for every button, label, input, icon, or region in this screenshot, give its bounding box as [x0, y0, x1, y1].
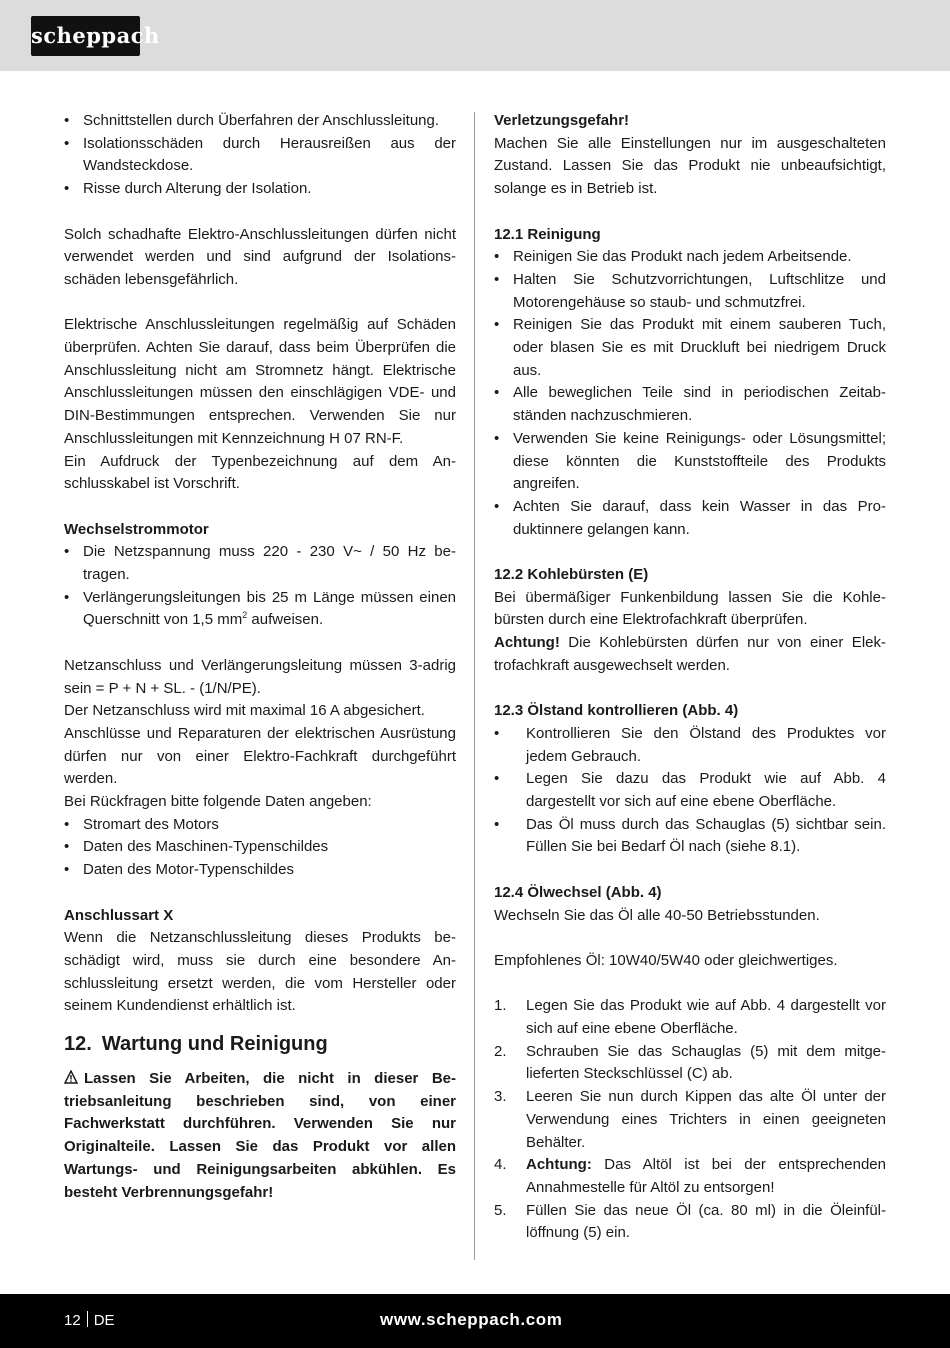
heading-oelwechsel: 12.4 Ölwechsel (Abb. 4) — [494, 883, 662, 901]
left-column — [64, 110, 456, 1204]
page-footer — [0, 1294, 950, 1348]
section-title-text: Wartung und Reinigung — [101, 1033, 328, 1056]
page-header — [0, 0, 950, 71]
list-item: • Daten des Maschinen-Typenschildes — [64, 836, 456, 859]
motor-bullet-list — [64, 541, 456, 632]
heading-wechselstrommotor: Wechselstrommotor — [64, 520, 209, 538]
page-number: 12 DE — [64, 1312, 115, 1329]
paragraph: Netzanschluss und Verlängerungsleitung müssen 3-adrig sein = P + N + SL. - (1/N/PE). — [64, 656, 456, 697]
website-url: www.scheppach.com — [380, 1310, 563, 1329]
paragraph: Der Netzanschluss wird mit maximal 16 A abgesichert. — [64, 702, 425, 720]
paragraph: Bei Rückfragen bitte folgende Daten angeben: — [64, 793, 372, 811]
list-item: • Schnittstellen durch Überfahren der Anschlussleitung. — [64, 110, 456, 133]
column-divider — [474, 112, 475, 1260]
paragraph: Elektrische Anschlussleitungen regelmäßig auf Schäden überprüfen. Achten Sie darauf, dass beim Überprüfen die Anschlussleitung nicht am Stromnetz hängt. Elektrische Anschlussleitungen müssen den einschlägigen VDE- und DIN-Bestimmungen entsprechen. Verwenden Sie nur Anschlussleitungen mit Kennzeichnung H 07 RN-F. — [64, 316, 456, 447]
list-item: • Legen Sie dazu das Produkt wie auf Abb. 4 dargestellt vor sich auf eine ebene Oberfläche. — [494, 768, 886, 813]
heading-verletzungsgefahr: Verletzungsgefahr! — [494, 112, 630, 129]
list-item: • Das Öl muss durch das Schauglas (5) sichtbar sein. Füllen Sie bei Bedarf Öl nach (siehe 8.1). — [494, 814, 886, 859]
heading-anschlussart: Anschlussart X — [64, 906, 174, 924]
right-column — [494, 110, 886, 1245]
list-item: • Reinigen Sie das Produkt nach jedem Arbeitsende. — [494, 246, 886, 269]
heading-reinigung: 12.1 Reinigung — [494, 225, 601, 243]
list-item: • Reinigen Sie das Produkt mit einem sauberen Tuch, oder blasen Sie es mit Druckluft bei niedrigem Druck aus. — [494, 314, 886, 382]
warning-triangle-icon — [64, 1070, 78, 1084]
paragraph: Wechseln Sie das Öl alle 40-50 Betriebsstunden. — [494, 906, 820, 924]
heading-kohlebuersten: 12.2 Kohlebürsten (E) — [494, 566, 649, 584]
paragraph: Anschlüsse und Reparaturen der elektrischen Ausrüstung dürfen nur von einer Elektro-Fachkraft durchgeführt werden. — [64, 724, 456, 788]
oil-level-bullet-list — [494, 723, 886, 859]
damage-bullet-list — [64, 110, 456, 201]
list-item: • Die Netzspannung muss 220 - 230 V~ / 50 Hz betragen. — [64, 541, 456, 586]
list-item: 2. Schrauben Sie das Schauglas (5) mit dem mitgelieferten Steckschlüssel (C) ab. — [494, 1042, 886, 1083]
paragraph: Empfohlenes Öl: 10W40/5W40 oder gleichwertiges. — [494, 951, 838, 969]
list-item: • Alle beweglichen Teile sind in periodischen Zeitabständen nachzuschmieren. — [494, 382, 886, 427]
warning-paragraph: Lassen Sie Arbeiten, die nicht in dieser Betriebsanleitung beschrieben sind, von einer Fachwerkstatt durchführen. Verwenden Sie nur Originalteile. Lassen Sie das Produkt vor allen Wartungs- und Reinigungsarbeiten abkühlen. Es besteht Verbrennungsgefahr! — [64, 1070, 456, 1201]
paragraph: Solch schadhafte Elektro-Anschlussleitungen dürfen nicht verwendet werden und sind aufgrund der Isolationsschäden lebensgefährlich. — [64, 225, 456, 288]
list-item: • Halten Sie Schutzvorrichtungen, Luftschlitze und Motorengehäuse so staub- und schmutzfrei. — [494, 269, 886, 314]
oil-change-steps — [494, 995, 886, 1245]
scheppach-logo: scheppach — [31, 16, 140, 56]
heading-oelstand: 12.3 Ölstand kontrollieren (Abb. 4) — [494, 702, 739, 720]
list-item: 5. Füllen Sie das neue Öl (ca. 80 ml) in die Öleinfüllöffnung (5) ein. — [494, 1201, 886, 1242]
section-title — [64, 1030, 456, 1058]
paragraph: Bei übermäßiger Funkenbildung lassen Sie die Kohlebürsten durch eine Elektrofachkraft überprüfen. — [494, 588, 886, 629]
list-item: • Risse durch Alterung der Isolation. — [64, 178, 456, 201]
list-item: • Isolationsschäden durch Herausreißen aus der Wandsteckdose. — [64, 133, 456, 178]
list-item: • Daten des Motor-Typenschildes — [64, 859, 456, 882]
list-item: • Stromart des Motors — [64, 814, 456, 837]
list-item: • Verwenden Sie keine Reinigungs- oder Lösungsmittel; diese könnten die Kunststoffteile des Produkts angreifen. — [494, 428, 886, 496]
paragraph: Achtung! Die Kohlebürsten dürfen nur von einer Elektrofachkraft ausgewechselt werden. — [494, 634, 886, 674]
cleaning-bullet-list — [494, 246, 886, 541]
list-item: 3. Leeren Sie nun durch Kippen das alte Öl unter der Verwendung eines Trichters in einen geeigneten Behälter. — [494, 1088, 886, 1151]
paragraph: Wenn die Netzanschlussleitung dieses Produkts beschädigt wird, muss sie durch eine besondere Anschlussleitung ersetzt werden, die vom Hersteller oder seinem Kundendienst erhältlich ist. — [64, 929, 456, 1015]
list-item: • Kontrollieren Sie den Ölstand des Produktes vor jedem Gebrauch. — [494, 723, 886, 768]
list-item: 4. Achtung: Das Altöl ist bei der entsprechenden Annahmestelle für Altöl zu entsorgen! — [494, 1156, 886, 1196]
section-number: 12. — [64, 1033, 92, 1056]
paragraph: Ein Aufdruck der Typenbezeichnung auf dem Anschlusskabel ist Vorschrift. — [64, 452, 456, 493]
list-item: 1. Legen Sie das Produkt wie auf Abb. 4 dargestellt vor sich auf eine ebene Oberfläche. — [494, 997, 886, 1038]
list-item: • Verlängerungsleitungen bis 25 m Länge müssen einen Querschnitt von 1,5 $mm^2$ aufweisen. — [64, 587, 456, 632]
list-item: • Achten Sie darauf, dass kein Wasser in das Produktinnere gelangen kann. — [494, 496, 886, 541]
data-bullet-list — [64, 814, 456, 882]
paragraph: Machen Sie alle Einstellungen nur im ausgeschalteten Zustand. Lassen Sie das Produkt nie unbeaufsichtigt, solange es in Betrieb ist. — [494, 134, 886, 198]
